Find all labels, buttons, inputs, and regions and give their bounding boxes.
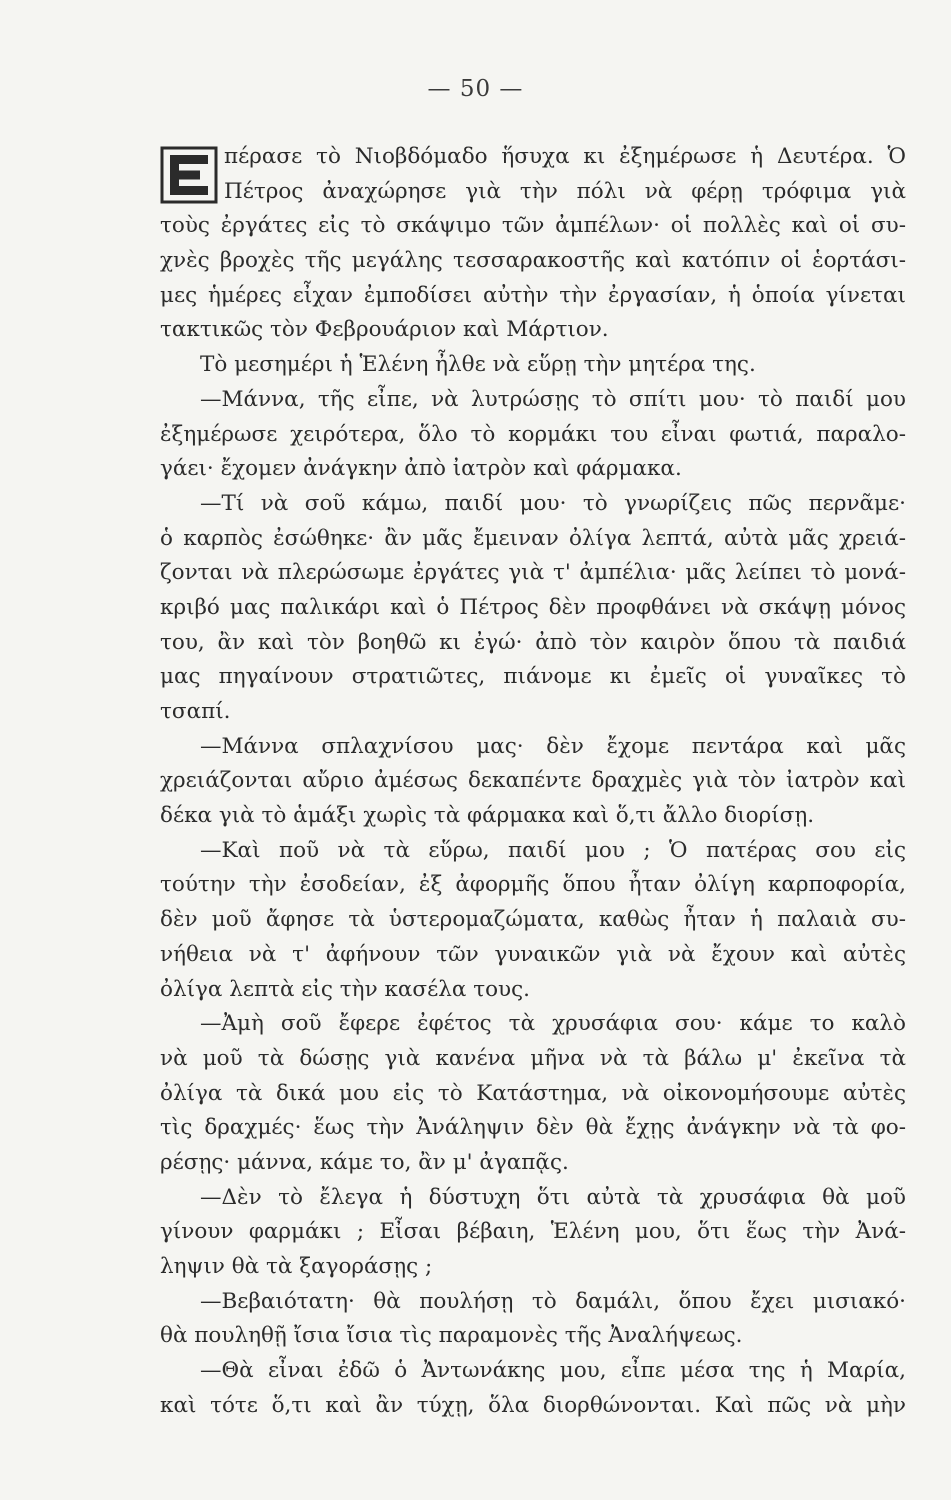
text-line: τοὺς ἐργάτες εἰς τὸ σκάψιμο τῶν ἀμπέλων· οἱ πολλὲς καὶ οἱ συ- (160, 213, 906, 239)
text-line: —Θὰ εἶναι ἐδῶ ὁ Ἀντωνάκης μου, εἶπε μέσα της ἡ Μαρία, (200, 1358, 906, 1384)
text-line: ὀλίγα τὰ δικά μου εἰς τὸ Κατάστημα, νὰ οἰκονομήσουμε αὐτὲς (160, 1080, 906, 1106)
text-line: καὶ τότε ὅ,τι καὶ ἂν τύχῃ, ὅλα διορθώνονται. Καὶ πῶς νὰ μὴν (160, 1392, 906, 1418)
text-line: ζονται νὰ πλερώσωμε ἐργάτες γιὰ τ' ἀμπέλια· μᾶς λείπει τὸ μονά- (160, 560, 906, 586)
text-line: χνὲς βροχὲς τῆς μεγάλης τεσσαρακοστῆς καὶ κατόπιν οἱ ἑορτάσι- (160, 248, 906, 274)
text-line: θὰ πουληθῇ ἴσια ἴσια τὶς παραμονὲς τῆς Ἀναλήψεως. (160, 1323, 743, 1349)
text-line: ληψιν θὰ τὰ ξαγοράσῃς ; (160, 1254, 433, 1279)
text-line: —Καὶ ποῦ νὰ τὰ εὕρω, παιδί μου ; Ὁ πατέρας σου εἰς (200, 837, 906, 863)
text-line: χρειάζονται αὔριο ἀμέσως δεκαπέντε δραχμὲς γιὰ τὸν ἰατρὸν καὶ (160, 768, 906, 794)
text-line: ὁ καρπὸς ἐσώθηκε· ἂν μᾶς ἔμειναν ὀλίγα λεπτά, αὐτὰ μᾶς χρειά- (160, 525, 906, 551)
text-line: Πέτρος ἀναχώρησε γιὰ τὴν πόλι νὰ φέρῃ τρόφιμα γιὰ (224, 178, 906, 204)
text-line: ἐξημέρωσε χειρότερα, ὅλο τὸ κορμάκι του εἶναι φωτιά, παραλο- (160, 421, 906, 447)
text-line: τὶς δραχμές· ἕως τὴν Ἀνάληψιν δὲν θὰ ἔχῃς ἀνάγκην νὰ τὰ φο- (160, 1115, 906, 1141)
text-line: τσαπί. (160, 699, 231, 724)
text-line: του, ἂν καὶ τὸν βοηθῶ κι ἐγώ· ἀπὸ τὸν καιρὸν ὅπου τὰ παιδιά (160, 629, 906, 655)
text-line: νὰ μοῦ τὰ δώσῃς γιὰ κανένα μῆνα νὰ τὰ βάλω μ' ἐκεῖνα τὰ (160, 1045, 906, 1071)
body-text (160, 140, 906, 1423)
text-line: κριβό μας παλικάρι καὶ ὁ Πέτρος δὲν προφθάνει νὰ σκάψῃ μόνος (160, 594, 906, 620)
text-line: γάει· ἔχομεν ἀνάγκην ἀπὸ ἰατρὸν καὶ φάρμακα. (160, 456, 682, 482)
text-line: —Μάννα σπλαχνίσου μας· δὲν ἔχομε πεντάρα καὶ μᾶς (200, 733, 906, 759)
text-line: τακτικῶς τὸν Φεβρουάριον καὶ Μάρτιον. (160, 317, 609, 343)
text-line: —Ἀμὴ σοῦ ἔφερε ἐφέτος τὰ χρυσάφια σου· κάμε το καλὸ (200, 1011, 906, 1037)
page-number: — 50 — (427, 76, 524, 102)
text-line: τούτην τὴν ἐσοδείαν, ἐξ ἀφορμῆς ὅπου ἦταν ὀλίγη καρποφορία, (160, 872, 906, 898)
text-line: ὀλίγα λεπτὰ εἰς τὴν κασέλα τους. (160, 976, 531, 1002)
text-line: —Βεβαιότατη· θὰ πουλήσῃ τὸ δαμάλι, ὅπου ἔχει μισιακό· (200, 1288, 906, 1314)
text-line: μας πηγαίνουν στρατιῶτες, πιάνομε κι ἐμεῖς οἱ γυναῖκες τὸ (160, 664, 906, 690)
text-line: —Τί νὰ σοῦ κάμω, παιδί μου· τὸ γνωρίζεις πῶς περνᾶμε· (200, 490, 906, 516)
text-line: γίνουν φαρμάκι ; Εἶσαι βέβαιη, Ἑλένη μου, ὅτι ἕως τὴν Ἀνά- (160, 1219, 906, 1245)
text-line: Τὸ μεσημέρι ἡ Ἑλένη ἦλθε νὰ εὕρῃ τὴν μητέρα της. (200, 352, 756, 378)
text-line: —Δὲν τὸ ἔλεγα ἡ δύστυχη ὅτι αὐτὰ τὰ χρυσάφια θὰ μοῦ (200, 1184, 906, 1210)
text-line: δὲν μοῦ ἄφησε τὰ ὑστερομαζώματα, καθὼς ἦταν ἡ παλαιὰ συ- (160, 907, 906, 933)
text-line: δέκα γιὰ τὸ ἁμάξι χωρὶς τὰ φάρμακα καὶ ὅ,τι ἄλλο διορίσῃ. (160, 803, 815, 829)
text-line: πέρασε τὸ Νιοβδόμαδο ἥσυχα κι ἐξημέρωσε ἡ Δευτέρα. Ὁ (224, 144, 906, 169)
text-line: —Μάννα, τῆς εἶπε, νὰ λυτρώσῃς τὸ σπίτι μου· τὸ παιδί μου (200, 386, 906, 412)
text-line: νήθεια νὰ τ' ἀφήνουν τῶν γυναικῶν γιὰ νὰ ἔχουν καὶ αὐτὲς (160, 941, 906, 967)
text-line: ρέσῃς· μάννα, κάμε το, ἂν μ' ἀγαπᾷς. (160, 1149, 569, 1175)
text-line: μες ἡμέρες εἶχαν ἐμποδίσει αὐτὴν τὴν ἐργασίαν, ἡ ὁποία γίνεται (160, 282, 906, 308)
